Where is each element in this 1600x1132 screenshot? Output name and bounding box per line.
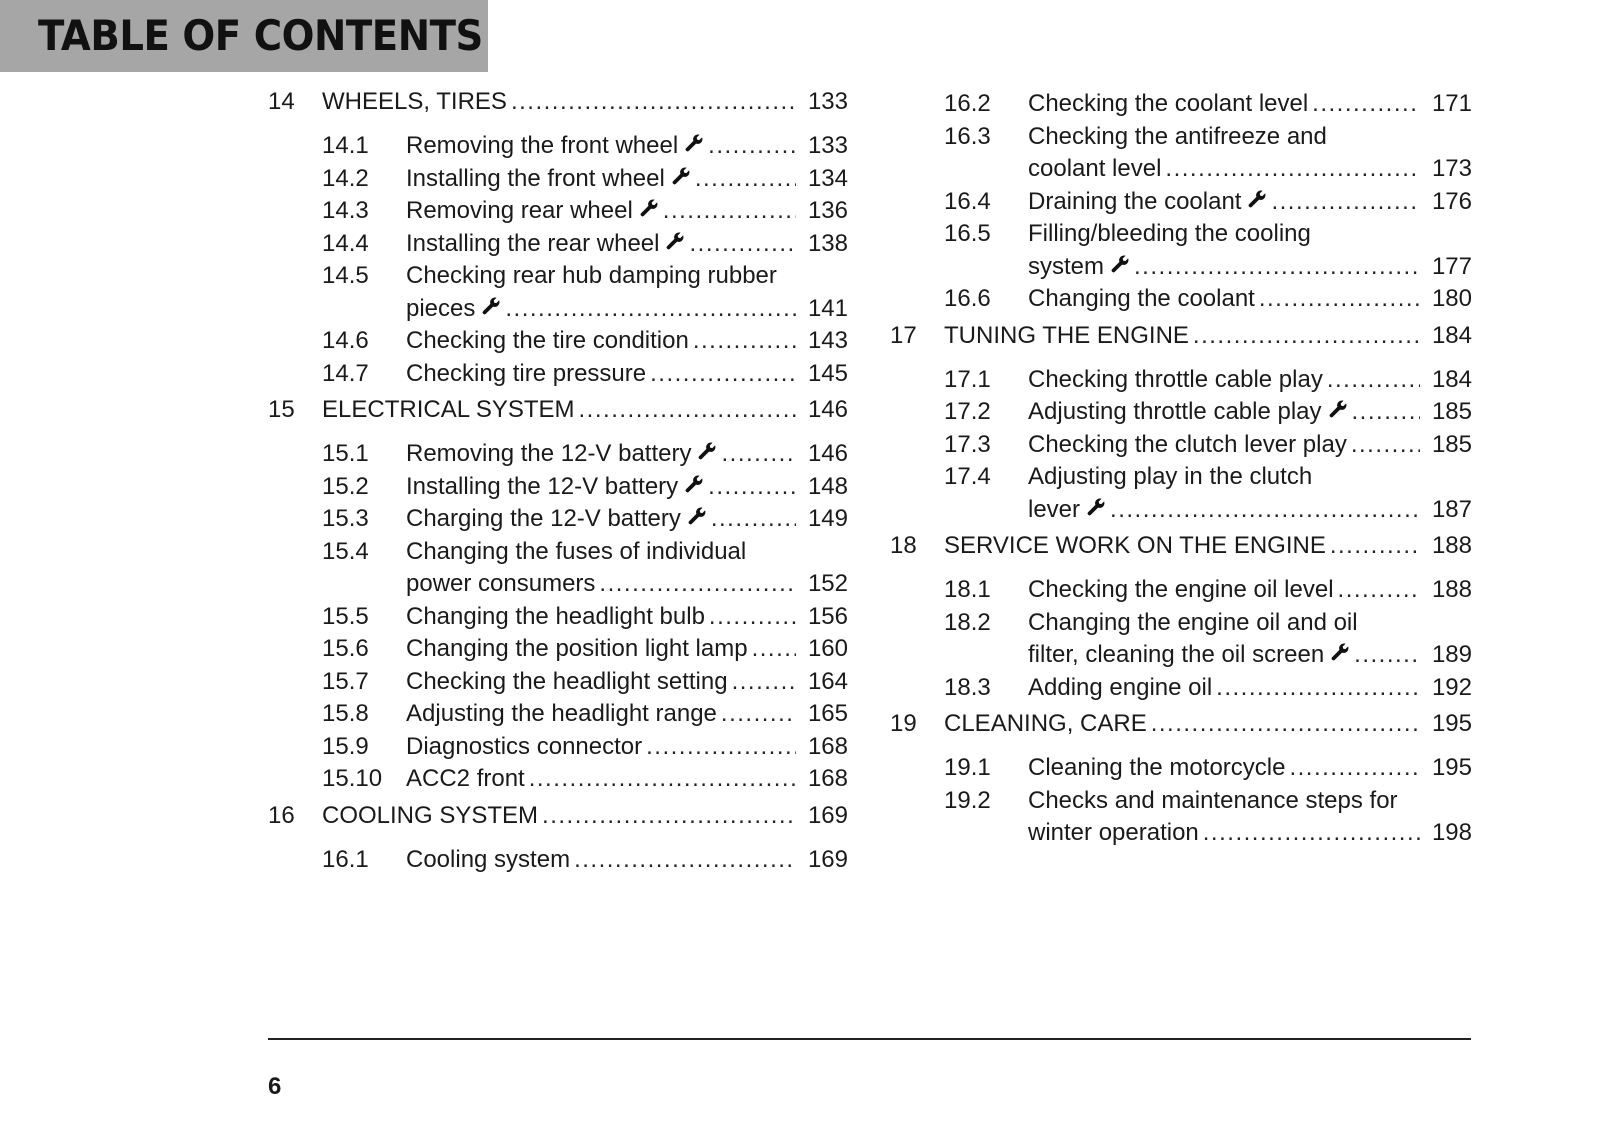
toc-section[interactable] [268, 763, 848, 796]
toc-entry-title: Removing the 12-V battery [406, 440, 692, 467]
toc-entry-body [1028, 88, 1472, 121]
toc-page-number[interactable]: 177 [1431, 252, 1472, 280]
toc-entry-title: Changing the headlight bulb [406, 602, 705, 630]
section-number: 16.3 [944, 122, 991, 150]
chapter-number: 16 [268, 801, 295, 829]
toc-section[interactable] [268, 163, 848, 196]
toc-entry-title: Installing the rear wheel [406, 229, 660, 257]
dot-leader [695, 163, 796, 196]
toc-entry-line [1028, 88, 1472, 121]
toc-entry-title: system [1028, 252, 1105, 280]
wrench-icon [639, 198, 659, 218]
dot-leader [752, 633, 796, 666]
toc-page-number[interactable]: 169 [807, 845, 848, 873]
dot-leader [1193, 322, 1420, 350]
toc-entry-body [944, 532, 1472, 560]
toc-entry-title: Checking the headlight setting [406, 667, 728, 695]
toc-page-number[interactable]: 184 [1431, 365, 1472, 393]
toc-page-number[interactable]: 187 [1431, 495, 1472, 523]
toc-section[interactable] [268, 260, 848, 325]
dot-leader [1259, 283, 1420, 316]
toc-entry-body [406, 601, 848, 634]
toc-entry-title: Installing the front wheel [406, 164, 665, 192]
toc-page-number[interactable]: 188 [1431, 532, 1472, 559]
toc-entry-line [406, 195, 848, 228]
toc-page-number[interactable]: 192 [1431, 673, 1472, 701]
dot-leader [1151, 710, 1420, 738]
dot-leader [1216, 672, 1420, 705]
toc-page-number[interactable]: 185 [1431, 430, 1472, 458]
toc-entry-title: pieces [406, 294, 476, 322]
toc-entry-line [1028, 121, 1472, 154]
toc-entry-line [406, 698, 848, 731]
toc-section[interactable] [890, 121, 1472, 186]
toc-entry-body [1028, 607, 1472, 672]
dot-leader [1338, 574, 1420, 607]
toc-entry-body [406, 503, 848, 536]
wrench-icon [687, 506, 707, 526]
section-number: 14.5 [322, 262, 369, 289]
toc-entry-title: Cleaning the motorcycle [1028, 754, 1286, 781]
toc-page-number[interactable]: 185 [1431, 398, 1472, 425]
toc-entry-line [322, 802, 848, 830]
toc-entry-title: WHEELS, TIRES [322, 88, 507, 115]
toc-entry-line [1028, 364, 1472, 397]
toc-entry-line [406, 731, 848, 764]
wrench-icon [684, 133, 704, 153]
toc-entry-line [1028, 672, 1472, 705]
toc-entry-line [406, 438, 848, 471]
toc-section[interactable] [268, 438, 848, 471]
section-number: 14.4 [322, 229, 369, 257]
toc-entry-line [406, 163, 848, 196]
toc-section[interactable] [890, 785, 1472, 850]
toc-entry-line [944, 532, 1472, 560]
toc-section[interactable] [268, 633, 848, 666]
toc-page-number[interactable]: 160 [807, 635, 848, 662]
toc-section[interactable] [268, 195, 848, 228]
toc-section[interactable] [268, 698, 848, 731]
toc-entry-line [406, 293, 848, 326]
dot-leader [511, 88, 796, 116]
toc-entry-title: Charging the 12-V battery [406, 505, 681, 532]
toc-entry-body [1028, 218, 1472, 283]
toc-entry-title: Changing the position light lamp [406, 635, 748, 662]
dot-leader [721, 698, 796, 731]
chapter-number: 14 [268, 88, 295, 115]
wrench-icon [1086, 497, 1106, 517]
section-number: 15.1 [322, 440, 369, 467]
wrench-icon [671, 166, 691, 186]
toc-section[interactable] [268, 601, 848, 634]
toc-entry-line [1028, 574, 1472, 607]
toc-entry-body [406, 633, 848, 666]
toc-column-right [890, 88, 1472, 850]
toc-entry-title: Changing the coolant [1028, 285, 1255, 312]
toc-entry-title: Draining the coolant [1028, 187, 1242, 215]
toc-page-number[interactable]: 133 [807, 88, 848, 115]
toc-entry-title: Changing the engine oil and oil [1028, 608, 1358, 636]
toc-entry-title: Checking the engine oil level [1028, 576, 1334, 603]
toc-entry-body [406, 731, 848, 764]
footer-divider [268, 1038, 1471, 1040]
toc-section[interactable] [890, 218, 1472, 283]
toc-entry-title: Diagnostics connector [406, 732, 643, 760]
section-number: 15.3 [322, 505, 369, 532]
dot-leader [599, 568, 796, 601]
toc-entry-title: SERVICE WORK ON THE ENGINE [944, 532, 1326, 559]
dot-leader [1289, 752, 1420, 785]
section-number: 15.9 [322, 732, 369, 760]
dot-leader [574, 844, 796, 877]
toc-entry-title: Cooling system [406, 845, 571, 873]
section-number: 15.2 [322, 472, 369, 500]
dot-leader [1165, 153, 1420, 186]
section-number: 15.5 [322, 602, 369, 630]
section-number: 18.1 [944, 576, 991, 603]
toc-page-number[interactable]: 198 [1431, 819, 1472, 846]
dot-leader [1352, 396, 1420, 429]
toc-chapter[interactable] [268, 802, 848, 842]
wrench-icon [1247, 189, 1267, 209]
toc-page-number[interactable]: 146 [807, 440, 848, 467]
toc-entry-line [1028, 186, 1472, 219]
toc-entry-body [406, 536, 848, 601]
dot-leader [1330, 532, 1420, 560]
toc-section[interactable] [268, 471, 848, 504]
toc-entry-body [406, 260, 848, 325]
dot-leader [1351, 429, 1420, 462]
section-number: 17.1 [944, 365, 991, 393]
dot-leader [1327, 364, 1420, 397]
toc-entry-line [406, 325, 848, 358]
toc-chapter[interactable] [268, 396, 848, 436]
toc-entry-line [406, 471, 848, 504]
toc-section[interactable] [268, 503, 848, 536]
toc-entry-title: Installing the 12-V battery [406, 472, 679, 500]
toc-entry-body [1028, 396, 1472, 429]
dot-leader [646, 731, 796, 764]
toc-section[interactable] [268, 130, 848, 163]
toc-entry-title: Adjusting throttle cable play [1028, 398, 1322, 425]
toc-entry-title: power consumers [406, 570, 596, 597]
chapter-number: 19 [890, 710, 917, 737]
toc-section[interactable] [890, 574, 1472, 607]
section-number: 15.10 [322, 765, 383, 792]
toc-entry-body [1028, 121, 1472, 186]
section-number: 15.4 [322, 537, 369, 565]
toc-entry-title: Changing the fuses of individual [406, 537, 747, 565]
toc-page-number[interactable]: 195 [1431, 754, 1472, 781]
toc-page-number[interactable]: 168 [807, 732, 848, 760]
section-number: 16.5 [944, 220, 991, 247]
dot-leader [1134, 251, 1420, 284]
toc-entry-title: TUNING THE ENGINE [944, 321, 1189, 349]
toc-entry-body [406, 325, 848, 358]
toc-entry-title: COOLING SYSTEM [322, 801, 539, 829]
toc-entry-body [1028, 283, 1472, 316]
section-number: 14.7 [322, 359, 369, 387]
toc-chapter[interactable] [890, 710, 1472, 750]
dot-leader [542, 802, 796, 830]
toc-column-left [268, 88, 848, 876]
toc-page-number[interactable]: 156 [807, 602, 848, 630]
toc-entry-title: Checking the coolant level [1028, 90, 1309, 117]
toc-page-number[interactable]: 165 [807, 700, 848, 727]
toc-entry-line [406, 536, 848, 569]
toc-entry-title: Removing rear wheel [406, 197, 633, 224]
toc-entry-line [1028, 607, 1472, 640]
toc-entry-line [322, 396, 848, 424]
toc-page-number[interactable]: 180 [1431, 285, 1472, 312]
toc-entry-line [1028, 752, 1472, 785]
toc-entry-line [406, 763, 848, 796]
dot-leader [529, 763, 796, 796]
toc-section[interactable] [890, 752, 1472, 785]
toc-page-number[interactable]: 143 [807, 327, 848, 354]
dot-leader [505, 293, 796, 326]
toc-entry-body [944, 710, 1472, 738]
toc-entry-line [406, 130, 848, 163]
toc-page-number[interactable]: 171 [1431, 90, 1472, 117]
toc-page-number[interactable]: 148 [807, 472, 848, 500]
toc-entry-line [1028, 218, 1472, 251]
toc-section[interactable] [890, 396, 1472, 429]
toc-entry-title: Checking the clutch lever play [1028, 430, 1347, 458]
toc-section[interactable] [890, 88, 1472, 121]
toc-entry-line [406, 601, 848, 634]
toc-entry-body [406, 763, 848, 796]
toc-entry-line [322, 88, 848, 116]
toc-entry-line [406, 260, 848, 293]
toc-page-number[interactable]: 134 [807, 164, 848, 192]
wrench-icon [697, 441, 717, 461]
page-number: 6 [268, 1073, 282, 1100]
dot-leader [1354, 639, 1420, 672]
dot-leader [1271, 186, 1420, 219]
toc-entry-title: Adding engine oil [1028, 673, 1213, 701]
toc-entry-title: filter, cleaning the oil screen [1028, 641, 1325, 668]
wrench-icon [1330, 642, 1350, 662]
toc-page-number[interactable]: 164 [807, 667, 848, 695]
toc-entry-body [406, 844, 848, 877]
toc-page-number[interactable]: 138 [807, 229, 848, 257]
toc-section[interactable] [268, 358, 848, 391]
wrench-icon [1328, 399, 1348, 419]
toc-section[interactable] [268, 844, 848, 877]
toc-entry-title: Checking the antifreeze and [1028, 122, 1327, 150]
wrench-icon [684, 474, 704, 494]
toc-entry-title: Adjusting the headlight range [406, 700, 717, 727]
toc-page-number[interactable]: 176 [1431, 187, 1472, 215]
toc-section[interactable] [268, 666, 848, 699]
toc-section[interactable] [890, 283, 1472, 316]
chapter-number: 15 [268, 396, 295, 423]
dot-leader [709, 601, 796, 634]
toc-entry-body [406, 228, 848, 261]
toc-page-number[interactable]: 133 [807, 132, 848, 159]
toc-entry-title: ELECTRICAL SYSTEM [322, 396, 575, 423]
toc-entry-line [1028, 153, 1472, 186]
toc-entry-title: lever [1028, 495, 1081, 523]
toc-page-number[interactable]: 169 [807, 801, 848, 829]
toc-section[interactable] [268, 325, 848, 358]
section-number: 14.3 [322, 197, 369, 224]
toc-page-number[interactable]: 152 [807, 570, 848, 597]
dot-leader [693, 325, 796, 358]
toc-page-number[interactable]: 173 [1431, 155, 1472, 182]
toc-entry-title: Checking tire pressure [406, 359, 647, 387]
toc-entry-title: Checks and maintenance steps for [1028, 786, 1398, 814]
section-number: 16.4 [944, 187, 991, 215]
toc-entry-title: winter operation [1028, 819, 1199, 846]
toc-entry-body [406, 130, 848, 163]
section-number: 14.2 [322, 164, 369, 192]
toc-entry-title: Adjusting play in the clutch [1028, 463, 1313, 490]
toc-entry-body [1028, 461, 1472, 526]
toc-page-number[interactable]: 146 [807, 396, 848, 423]
wrench-icon [665, 231, 685, 251]
dot-leader [1203, 817, 1420, 850]
toc-chapter[interactable] [890, 322, 1472, 362]
toc-entry-line [1028, 817, 1472, 850]
toc-entry-line [1028, 639, 1472, 672]
toc-entry-title: Removing the front wheel [406, 132, 679, 159]
toc-entry-title: Filling/bleeding the cooling [1028, 220, 1311, 247]
toc-entry-line [1028, 251, 1472, 284]
toc-page-number[interactable]: 145 [807, 359, 848, 387]
toc-section[interactable] [890, 186, 1472, 219]
toc-entry-body [322, 802, 848, 830]
dot-leader [1110, 494, 1420, 527]
dot-leader [708, 471, 796, 504]
wrench-icon [1110, 254, 1130, 274]
section-number: 19.2 [944, 786, 991, 814]
toc-entry-title: CLEANING, CARE [944, 710, 1147, 737]
wrench-icon [481, 296, 501, 316]
toc-entry-line [1028, 429, 1472, 462]
toc-entry-line [1028, 396, 1472, 429]
dot-leader [708, 130, 796, 163]
dot-leader [579, 396, 796, 424]
section-number: 17.4 [944, 463, 991, 490]
toc-entry-line [1028, 785, 1472, 818]
toc-entry-line [1028, 461, 1472, 494]
toc-entry-body [944, 322, 1472, 350]
toc-entry-line [406, 666, 848, 699]
toc-entry-line [1028, 283, 1472, 316]
section-number: 15.8 [322, 700, 369, 727]
toc-entry-body [406, 195, 848, 228]
section-number: 16.1 [322, 845, 369, 873]
toc-section[interactable] [890, 461, 1472, 526]
toc-entry-line [406, 228, 848, 261]
toc-entry-line [1028, 494, 1472, 527]
section-number: 17.3 [944, 430, 991, 458]
toc-page-number[interactable]: 189 [1431, 641, 1472, 668]
toc-section[interactable] [890, 429, 1472, 462]
dot-leader [711, 503, 796, 536]
toc-chapter[interactable] [268, 88, 848, 128]
toc-entry-line [406, 844, 848, 877]
section-number: 18.2 [944, 608, 991, 636]
toc-entry-line [406, 503, 848, 536]
toc-section[interactable] [268, 731, 848, 764]
chapter-number: 17 [890, 321, 917, 349]
toc-entry-line [944, 322, 1472, 350]
toc-entry-body [1028, 429, 1472, 462]
toc-entry-body [1028, 672, 1472, 705]
toc-entry-title: ACC2 front [406, 765, 525, 792]
chapter-number: 18 [890, 532, 917, 559]
dot-leader [689, 228, 796, 261]
section-number: 16.6 [944, 285, 991, 312]
toc-entry-line [406, 568, 848, 601]
toc-entry-body [1028, 186, 1472, 219]
toc-entry-body [406, 698, 848, 731]
toc-section[interactable] [890, 607, 1472, 672]
toc-entry-body [322, 396, 848, 424]
dot-leader [650, 358, 796, 391]
dot-leader [732, 666, 796, 699]
toc-section[interactable] [890, 364, 1472, 397]
section-number: 17.2 [944, 398, 991, 425]
section-number: 18.3 [944, 673, 991, 701]
toc-entry-body [322, 88, 848, 116]
section-number: 19.1 [944, 754, 991, 781]
toc-page-number[interactable]: 141 [807, 294, 848, 322]
section-number: 15.6 [322, 635, 369, 662]
toc-entry-body [1028, 752, 1472, 785]
toc-entry-body [406, 471, 848, 504]
section-number: 16.2 [944, 90, 991, 117]
toc-entry-body [406, 438, 848, 471]
toc-entry-line [406, 633, 848, 666]
toc-entry-body [1028, 785, 1472, 850]
toc-entry-title: Checking the tire condition [406, 327, 689, 354]
toc-entry-title: Checking throttle cable play [1028, 365, 1323, 393]
toc-entry-body [406, 163, 848, 196]
toc-entry-line [406, 358, 848, 391]
toc-entry-body [1028, 364, 1472, 397]
dot-leader [663, 195, 796, 228]
dot-leader [1312, 88, 1420, 121]
toc-entry-body [406, 358, 848, 391]
toc-page-number[interactable]: 184 [1431, 321, 1472, 349]
dot-leader [721, 438, 796, 471]
toc-section[interactable] [268, 228, 848, 261]
toc-entry-title: Checking rear hub damping rubber [406, 262, 777, 289]
section-number: 14.1 [322, 132, 369, 159]
toc-page-number[interactable]: 149 [807, 505, 848, 532]
page-title: TABLE OF CONTENTS [38, 11, 483, 60]
toc-page-number[interactable]: 168 [807, 765, 848, 792]
toc-entry-body [406, 666, 848, 699]
toc-entry-body [1028, 574, 1472, 607]
toc-page-number[interactable]: 188 [1431, 576, 1472, 603]
toc-entry-title: coolant level [1028, 155, 1162, 182]
toc-section[interactable] [890, 672, 1472, 705]
section-number: 15.7 [322, 667, 369, 695]
toc-chapter[interactable] [890, 532, 1472, 572]
section-number: 14.6 [322, 327, 369, 354]
toc-entry-line [944, 710, 1472, 738]
toc-page-number[interactable]: 195 [1431, 710, 1472, 737]
toc-page-number[interactable]: 136 [807, 197, 848, 224]
toc-section[interactable] [268, 536, 848, 601]
